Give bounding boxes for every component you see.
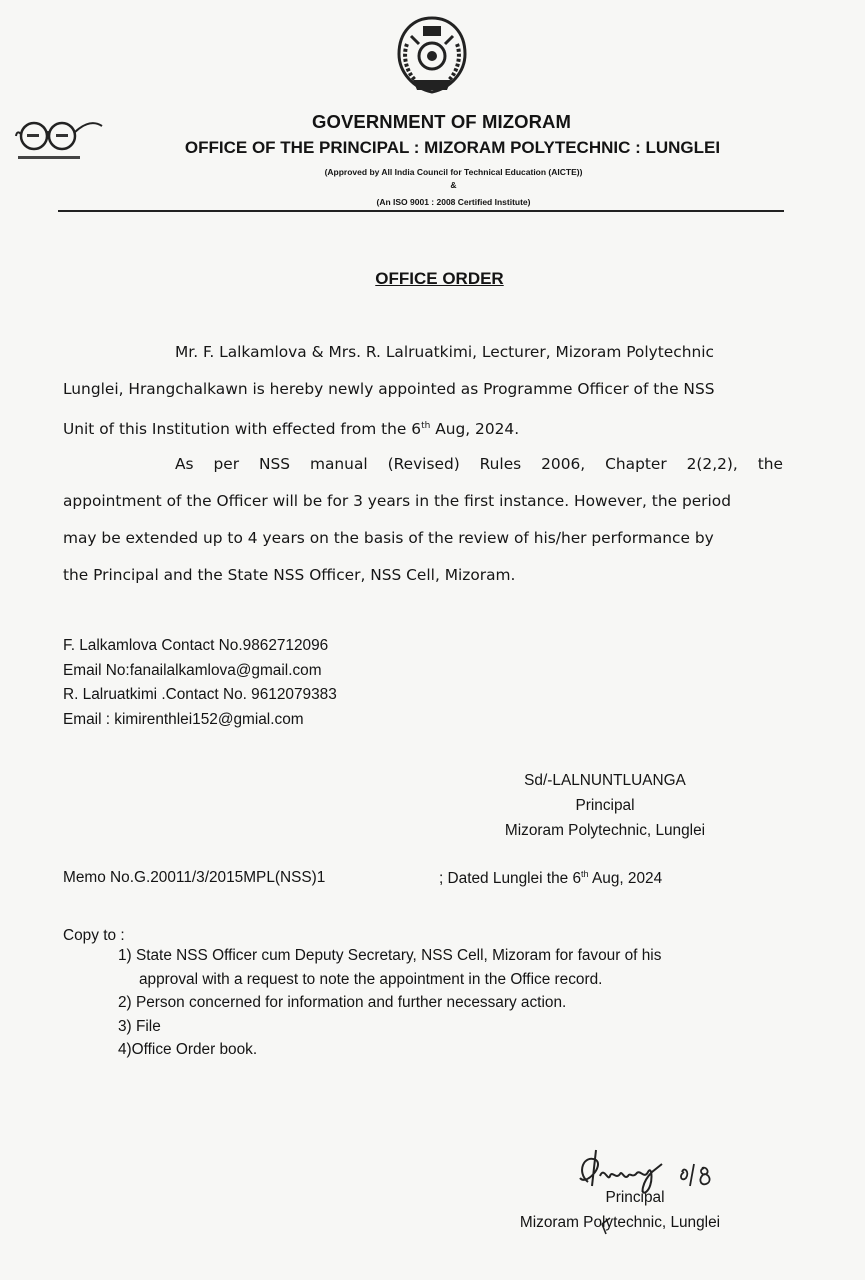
contact-line: R. Lalruatkimi .Contact No. 9612079383 bbox=[63, 686, 337, 703]
header-office: OFFICE OF THE PRINCIPAL : MIZORAM POLYTECHNIC : LUNGLEI bbox=[184, 138, 721, 157]
memo-date-text: ; Dated Lunglei the 6 bbox=[439, 870, 582, 887]
list-item-continuation: approval with a request to note the appointment in the Office record. bbox=[139, 970, 603, 988]
copy-to-list bbox=[118, 944, 661, 1062]
memo-date bbox=[439, 869, 662, 888]
college-emblem-icon bbox=[393, 14, 471, 96]
memo-date-end: Aug, 2024 bbox=[588, 870, 663, 887]
signatory-block-signed bbox=[470, 1185, 770, 1235]
list-item: 3) File bbox=[118, 1017, 161, 1035]
header-government: GOVERNMENT OF MIZORAM bbox=[311, 111, 572, 132]
para2-line2: appointment of the Officer will be for 3 years in the first instance. However, the period bbox=[63, 492, 731, 510]
para1-line2: Lunglei, Hrangchalkawn is hereby newly appointed as Programme Officer of the NSS bbox=[63, 380, 715, 398]
paragraph-rules bbox=[63, 446, 783, 594]
paragraph-appointment bbox=[63, 334, 783, 448]
header-ampersand: & bbox=[450, 180, 457, 190]
signatory-designation: Principal bbox=[605, 1189, 665, 1206]
paragraph-line bbox=[63, 520, 783, 557]
para1-line3-end: Aug, 2024. bbox=[430, 420, 520, 438]
signatory-block bbox=[420, 768, 790, 843]
signatory-designation: Principal bbox=[575, 797, 635, 814]
contact-line: Email : kimirenthlei152@gmial.com bbox=[63, 710, 304, 728]
paragraph-line bbox=[63, 334, 783, 371]
header-approval: (Approved by All India Council for Technical Education (AICTE)) bbox=[324, 167, 583, 177]
document-title: OFFICE ORDER bbox=[375, 269, 504, 288]
list-item: 4)Office Order book. bbox=[118, 1041, 258, 1058]
ordinal-suffix: th bbox=[581, 869, 589, 879]
contact-line: Email No:fanailalkamlova@gmail.com bbox=[63, 661, 322, 679]
list-item: 2) Person concerned for information and further necessary action. bbox=[118, 994, 567, 1011]
list-item: 1) State NSS Officer cum Deputy Secretary, NSS Cell, Mizoram for favour of his bbox=[118, 947, 662, 964]
memo-line bbox=[63, 869, 663, 887]
copy-to-heading: Copy to : bbox=[63, 927, 125, 944]
header-divider bbox=[58, 210, 784, 212]
para2-line3: may be extended up to 4 years on the basis of the review of his/her performance by bbox=[63, 529, 714, 547]
signatory-name: Sd/-LALNUNTLUANGA bbox=[524, 772, 686, 789]
paragraph-line bbox=[63, 446, 783, 483]
para2-line1: As per NSS manual (Revised) Rules 2006, Chapter 2(2,2), the bbox=[175, 455, 783, 473]
paragraph-line bbox=[63, 371, 783, 408]
paragraph-line bbox=[63, 557, 783, 594]
signatory-institution: Mizoram Polytechnic, Lunglei bbox=[519, 1214, 721, 1231]
ordinal-suffix: th bbox=[421, 421, 431, 431]
memo-number: Memo No.G.20011/3/2015MPL(NSS)1 bbox=[63, 869, 326, 886]
para1-line3: Unit of this Institution with effected from the 6 bbox=[63, 420, 422, 438]
header-iso: (An ISO 9001 : 2008 Certified Institute) bbox=[376, 197, 531, 207]
paragraph-line bbox=[63, 408, 783, 448]
para1-line1: Mr. F. Lalkamlova & Mrs. R. Lalruatkimi, Lecturer, Mizoram Polytechnic bbox=[175, 343, 714, 361]
contact-line: F. Lalkamlova Contact No.9862712096 bbox=[63, 637, 329, 654]
paragraph-line bbox=[63, 483, 783, 520]
signatory-institution: Mizoram Polytechnic, Lunglei bbox=[504, 822, 706, 839]
contact-details bbox=[63, 634, 337, 732]
para2-line4: the Principal and the State NSS Officer, NSS Cell, Mizoram. bbox=[63, 566, 516, 584]
